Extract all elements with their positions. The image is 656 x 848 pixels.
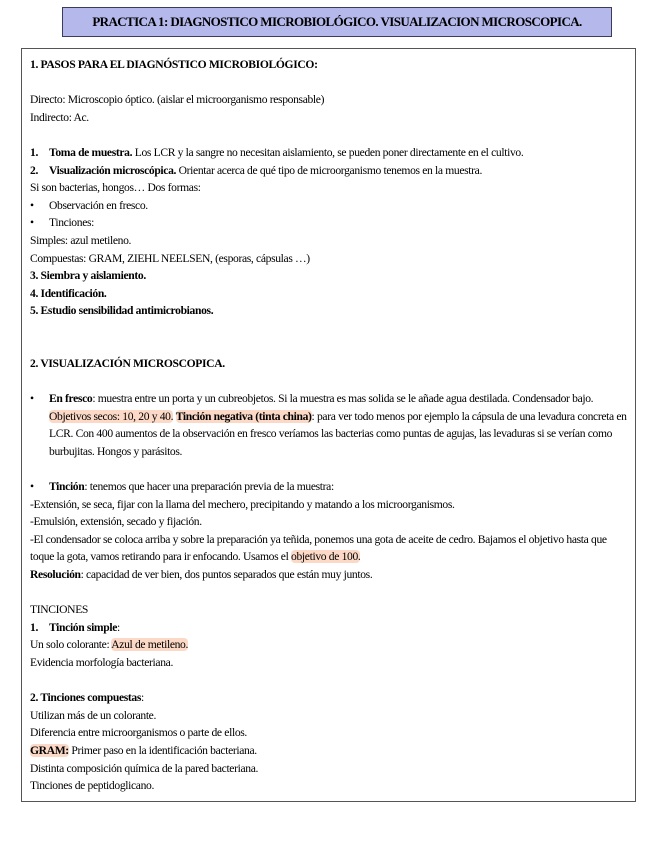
resolucion-line: Resolución: capacidad de ver bien, dos puntos separados que están muy juntos. xyxy=(30,568,373,582)
extension-line: -Extensión, se seca, fijar con la llama del mechero, precipitando y matando a los microorganismos. xyxy=(30,497,455,511)
bullet-icon: • xyxy=(30,198,34,212)
tinciones-compuestas: 2. Tinciones compuestas: xyxy=(30,691,144,705)
distinta-line: Distinta composición química de la pared bacteriana. xyxy=(30,761,259,775)
simples-line: Simples: azul metileno. xyxy=(30,233,132,247)
peptido-line: Tinciones de peptidoglicano. xyxy=(30,779,155,793)
step-1: 1. Toma de muestra. Los LCR y la sangre no necesitan aislamiento, se pueden poner directamente en el cultivo. xyxy=(30,145,524,159)
tincion-simple: 1. Tinción simple: xyxy=(30,620,120,634)
tincion-line: • Tinción: tenemos que hacer una preparación previa de la muestra: xyxy=(30,478,627,496)
section1-heading: 1. PASOS PARA EL DIAGNÓSTICO MICROBIOLÓGICO: xyxy=(30,58,318,71)
tinciones-heading: TINCIONES xyxy=(30,603,89,617)
utilizan-line: Utilizan más de un colorante. xyxy=(30,708,157,722)
step-5: 5. Estudio sensibilidad antimicrobianos. xyxy=(30,304,214,318)
evidencia-line: Evidencia morfología bacteriana. xyxy=(30,656,173,669)
emulsion-line: -Emulsión, extensión, secado y fijación. xyxy=(30,515,202,529)
bullet-icon: • xyxy=(30,392,34,406)
bullet-tinciones: • Tinciones: xyxy=(30,214,627,232)
bullet-icon: • xyxy=(30,216,34,230)
indirecto-line: Indirecto: Ac. xyxy=(30,110,89,124)
section2-heading: 2. VISUALIZACIÓN MICROSCOPICA. xyxy=(30,356,225,370)
page-title: PRACTICA 1: DIAGNOSTICO MICROBIOLÓGICO. VISUALIZACION MICROSCOPICA. xyxy=(92,14,582,29)
diferencia-line: Diferencia entre microorganismos o parte de ellos. xyxy=(30,726,247,740)
content-panel xyxy=(21,48,636,802)
title-banner xyxy=(62,7,612,37)
bullet-fresco: • Observación en fresco. xyxy=(30,197,627,215)
step-2: 2. Visualización microscópica. Orientar acerca de qué tipo de microorganismo tenemos en la muestra. xyxy=(30,163,483,177)
forms-intro: Si son bacterias, hongos… Dos formas: xyxy=(30,181,201,195)
step-3: 3. Siembra y aislamiento. xyxy=(30,269,146,283)
bullet-icon: • xyxy=(30,480,34,494)
condensador-paragraph: -El condensador se coloca arriba y sobre la preparación ya teñida, ponemos una gota de aceite de cedro. Bajamos el objetivo hasta que toque la gota, vamos retirando para ir enfocando. Usamos el objetivo de 100. xyxy=(30,532,607,564)
colorante-line: Un solo colorante: Azul de metileno. xyxy=(30,638,189,652)
gram-line: GRAM: Primer paso en la identificación bacteriana. xyxy=(30,743,257,757)
compuestas-line: Compuestas: GRAM, ZIEHL NEELSEN, (esporas, cápsulas …) xyxy=(30,251,310,265)
fresco-paragraph: • En fresco: muestra entre un porta y un cubreobjetos. Si la muestra es mas solida se le añade agua destilada. Condensador bajo. Objetivos secos: 10, 20 y 40. Tinción negativa (tinta china): para ver todo menos por ejemplo la cápsula de una levadura concreta en LCR. Con 400 aumentos de la observación en fresco veríamos las bacterias como puntas de agujas, las levaduras si se verían como burbujitas. Hongos y parásitos. xyxy=(30,390,627,460)
directo-line: Directo: Microscopio óptico. (aislar el microorganismo responsable) xyxy=(30,93,325,107)
step-4: 4. Identificación. xyxy=(30,286,107,300)
